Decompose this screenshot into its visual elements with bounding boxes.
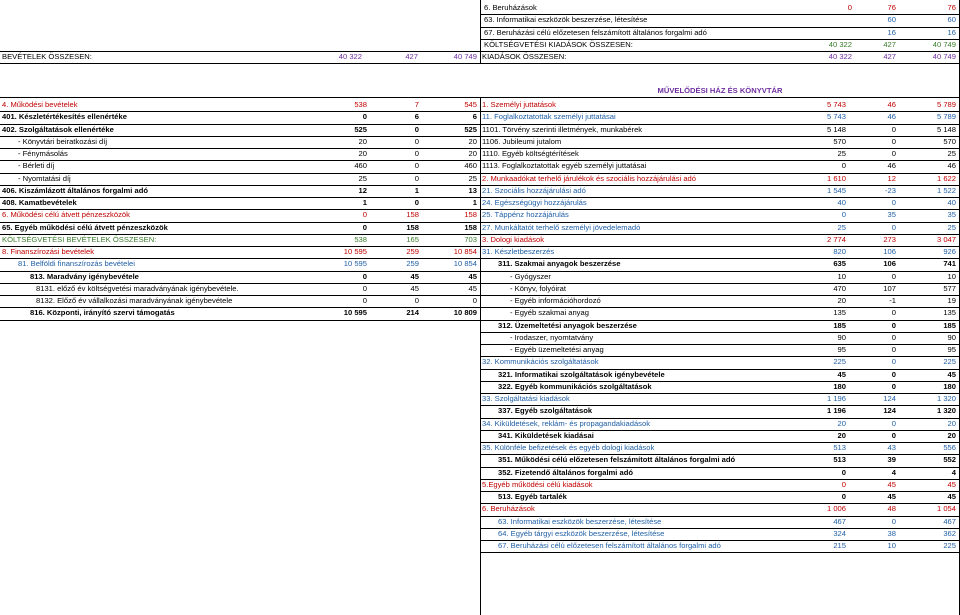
value-original: 20: [837, 418, 846, 428]
value-original: 12: [358, 185, 367, 195]
row-label: 408. Kamatbevételek: [2, 198, 77, 207]
value-modified: 460: [464, 161, 477, 171]
value-modified: 1 054: [936, 504, 956, 514]
value-change: 0: [891, 124, 896, 134]
row-label: 8132. Előző év vállalkozási maradványának igénybevétele: [36, 296, 233, 305]
value-modified: 5 789: [936, 112, 956, 122]
row-label: 513. Egyéb tartalék: [498, 492, 567, 501]
value-modified: 135: [943, 308, 956, 318]
value-original: 95: [837, 345, 846, 354]
row-label: - Egyéb információhordozó: [510, 296, 601, 305]
value-modified: 90: [947, 332, 956, 342]
value-modified: 577: [943, 283, 956, 293]
value-modified: 25: [947, 222, 956, 232]
value-modified: 467: [943, 516, 956, 526]
value-change: 46: [887, 112, 896, 122]
value-original: 324: [833, 528, 846, 538]
value-original: 0: [362, 283, 367, 293]
row-label: 341. Kiküldetések kiadásai: [498, 430, 594, 440]
value-original: 1 610: [826, 173, 846, 183]
row-label: - Nyomtatási díj: [18, 173, 71, 183]
value-modified: 20: [468, 136, 477, 146]
value-original: 1 006: [826, 504, 846, 514]
value-modified: 1 320: [936, 394, 956, 403]
value-change: 45: [410, 283, 419, 293]
value-change: 46: [887, 161, 896, 171]
value-modified: 180: [943, 381, 956, 391]
value-modified: 13: [468, 185, 477, 195]
value-change: 427: [405, 52, 418, 61]
value-original: 820: [833, 247, 846, 256]
value-original: 5 743: [826, 100, 846, 109]
section-title: MŰVELŐDÉSI HÁZ ÉS KÖNYVTÁR: [657, 86, 783, 95]
row-label: 311. Szakmai anyagok beszerzése: [498, 259, 621, 269]
value-change: 158: [406, 222, 419, 232]
value-change: 0: [891, 430, 896, 440]
row-label: 63. Informatikai eszközök beszerzése, létesítése: [498, 516, 662, 526]
value-change: 45: [887, 479, 896, 489]
value-original: 185: [833, 320, 846, 330]
value-modified: 5 789: [936, 100, 956, 109]
value-modified: 926: [943, 247, 956, 256]
value-change: 0: [891, 222, 896, 232]
row-divider: [480, 552, 960, 553]
value-original: 0: [362, 112, 367, 122]
value-modified: 10 854: [453, 259, 477, 269]
value-change: 214: [406, 308, 419, 318]
row-label: 6. Beruházások: [482, 504, 535, 514]
value-modified: 40 749: [932, 52, 956, 61]
value-original: 0: [841, 492, 846, 501]
row-label: 11. Foglalkoztatottak személyi juttatásai: [482, 112, 616, 122]
value-modified: 0: [472, 296, 477, 305]
value-change: 10: [887, 541, 896, 550]
value-change: 1: [414, 185, 419, 195]
row-label: 813. Maradvány igénybevétele: [30, 271, 139, 281]
value-modified: 703: [464, 234, 477, 244]
value-modified: 60: [947, 15, 956, 25]
row-label: 1101. Törvény szerinti illetmények, munkabérek: [482, 124, 643, 134]
value-modified: 45: [947, 369, 956, 379]
value-original: 10: [837, 271, 846, 281]
value-modified: 25: [468, 173, 477, 183]
row-label: 322. Egyéb kommunikációs szolgáltatások: [498, 381, 652, 391]
value-change: 106: [883, 259, 896, 269]
value-change: 16: [887, 27, 896, 37]
row-label: - Egyéb szakmai anyag: [510, 308, 589, 318]
value-modified: 45: [468, 283, 477, 293]
value-change: 0: [891, 320, 896, 330]
value-original: 0: [362, 222, 367, 232]
value-modified: 556: [943, 443, 956, 452]
value-change: 0: [891, 332, 896, 342]
row-label: 4. Működési bevételek: [2, 100, 78, 109]
value-modified: 45: [468, 271, 477, 281]
row-label: KÖLTSÉGVETÉSI BEVÉTELEK ÖSSZESEN:: [2, 234, 157, 244]
value-original: 467: [833, 516, 846, 526]
value-change: 12: [887, 173, 896, 183]
value-original: 90: [837, 332, 846, 342]
row-label: 8131. előző év költségvetési maradványának igénybevétele.: [36, 283, 239, 293]
value-change: 0: [414, 173, 419, 183]
value-change: 39: [887, 455, 896, 465]
row-label: 816. Központi, irányító szervi támogatás: [30, 308, 175, 318]
value-original: 20: [837, 296, 846, 305]
value-change: 4: [891, 467, 896, 477]
value-modified: 10: [947, 271, 956, 281]
row-label: 321. Informatikai szolgáltatások igénybevétele: [498, 369, 665, 379]
row-divider: [480, 63, 960, 64]
row-label: 5.Egyéb működési célú kiadások: [482, 479, 593, 489]
value-modified: 10 809: [453, 308, 477, 318]
row-label: 65. Egyéb működési célú átvett pénzeszközök: [2, 222, 168, 232]
value-original: 25: [837, 222, 846, 232]
row-label: - Könyv, folyóirat: [510, 283, 566, 293]
value-change: 38: [887, 528, 896, 538]
value-original: 0: [841, 210, 846, 220]
value-modified: 45: [947, 492, 956, 501]
value-original: 0: [841, 161, 846, 171]
value-original: 10 595: [343, 247, 367, 256]
value-original: 20: [837, 430, 846, 440]
value-modified: 20: [468, 149, 477, 158]
row-label: - Bérleti díj: [18, 161, 55, 171]
value-change: 165: [406, 234, 419, 244]
value-original: 538: [354, 100, 367, 109]
row-label: 352. Fizetendő általános forgalmi adó: [498, 467, 634, 477]
value-change: 35: [887, 210, 896, 220]
value-change: 0: [891, 381, 896, 391]
value-modified: 35: [947, 210, 956, 220]
value-change: 0: [891, 516, 896, 526]
row-divider: [0, 51, 480, 52]
value-original: 20: [358, 136, 367, 146]
value-modified: 225: [943, 541, 956, 550]
value-modified: 552: [943, 455, 956, 465]
value-change: 106: [883, 247, 896, 256]
value-original: 45: [837, 369, 846, 379]
row-label: 63. Informatikai eszközök beszerzése, létesítése: [484, 15, 648, 25]
row-label: - Fénymásolás: [18, 149, 68, 158]
value-original: 40 322: [828, 39, 852, 49]
value-modified: 76: [947, 3, 956, 12]
value-original: 180: [833, 381, 846, 391]
value-modified: 20: [947, 418, 956, 428]
value-original: 1 545: [826, 185, 846, 195]
value-original: 513: [833, 443, 846, 452]
value-change: 427: [883, 39, 896, 49]
row-label: 67. Beruházási célú előzetesen felszámított általános forgalmi adó: [484, 27, 707, 37]
value-modified: 40 749: [932, 39, 956, 49]
value-modified: 525: [464, 124, 477, 134]
value-change: 427: [883, 52, 896, 61]
value-change: 124: [883, 406, 896, 416]
value-original: 2 774: [826, 234, 846, 244]
row-label: - Egyéb üzemeltetési anyag: [510, 345, 604, 354]
value-modified: 1 622: [936, 173, 956, 183]
row-label: 312. Üzemeltetési anyagok beszerzése: [498, 320, 637, 330]
value-modified: 158: [464, 210, 477, 220]
value-change: 45: [887, 492, 896, 501]
row-label: 401. Készletértékesítés ellenértéke: [2, 112, 127, 122]
row-label: 67. Beruházási célú előzetesen felszámított általános forgalmi adó: [498, 541, 721, 550]
value-modified: 46: [947, 161, 956, 171]
value-original: 25: [358, 173, 367, 183]
value-original: 215: [833, 541, 846, 550]
value-modified: 20: [947, 430, 956, 440]
row-label: BEVÉTELEK ÖSSZESEN:: [2, 52, 92, 61]
value-change: 0: [891, 345, 896, 354]
value-change: 124: [883, 394, 896, 403]
value-change: 0: [891, 308, 896, 318]
value-original: 10 595: [343, 259, 367, 269]
row-label: 1113. Foglalkoztatottak egyéb személyi juttatásai: [482, 161, 647, 171]
row-label: 1106. Jubileumi jutalom: [482, 136, 562, 146]
row-label: 24. Egészségügyi hozzájárulás: [482, 198, 587, 207]
value-change: 0: [414, 136, 419, 146]
value-modified: 40 749: [453, 52, 477, 61]
row-label: 35. Különféle befizetések és egyéb dologi kiadások: [482, 443, 655, 452]
value-original: 135: [833, 308, 846, 318]
value-original: 0: [362, 210, 367, 220]
value-change: 0: [891, 357, 896, 367]
value-original: 0: [362, 271, 367, 281]
value-modified: 19: [947, 296, 956, 305]
row-label: 32. Kommunikációs szolgáltatások: [482, 357, 599, 367]
row-label: 402. Szolgáltatások ellenértéke: [2, 124, 114, 134]
value-change: 0: [414, 296, 419, 305]
value-original: 20: [358, 149, 367, 158]
row-label: 2. Munkaadókat terhelő járulékok és szociális hozzájárulási adó: [482, 173, 697, 183]
value-original: 40 322: [828, 52, 852, 61]
value-change: 0: [414, 161, 419, 171]
value-change: 43: [887, 443, 896, 452]
value-modified: 545: [464, 100, 477, 109]
value-original: 40: [837, 198, 846, 207]
value-original: 0: [847, 3, 852, 12]
value-change: 0: [891, 136, 896, 146]
value-change: 48: [887, 504, 896, 514]
value-change: 60: [887, 15, 896, 25]
value-original: 635: [833, 259, 846, 269]
value-change: 0: [414, 198, 419, 207]
value-change: 0: [891, 149, 896, 158]
value-modified: 95: [947, 345, 956, 354]
column-divider: [480, 97, 481, 615]
value-original: 1 196: [826, 394, 846, 403]
row-label: 81. Belföldi finanszírozás bevételei: [18, 259, 135, 269]
value-modified: 6: [472, 112, 477, 122]
row-label: 8. Finanszírozási bevételek: [2, 247, 95, 256]
value-modified: 16: [947, 27, 956, 37]
value-change: 158: [406, 210, 419, 220]
value-original: 525: [354, 124, 367, 134]
value-original: 40 322: [338, 52, 362, 61]
value-original: 513: [833, 455, 846, 465]
value-original: 538: [354, 234, 367, 244]
value-modified: 570: [943, 136, 956, 146]
value-modified: 1 522: [936, 185, 956, 195]
value-modified: 25: [947, 149, 956, 158]
row-label: 25. Táppénz hozzájárulás: [482, 210, 569, 220]
value-change: 46: [887, 100, 896, 109]
row-label: 1110. Egyéb költségtérítések: [482, 149, 579, 158]
row-label: - Könyvtári beiratkozási díj: [18, 136, 108, 146]
value-change: 259: [406, 247, 419, 256]
value-modified: 741: [943, 259, 956, 269]
value-original: 460: [354, 161, 367, 171]
row-label: 64. Egyéb tárgyi eszközök beszerzése, létesítése: [498, 528, 665, 538]
value-change: 7: [414, 100, 419, 109]
row-label: 33. Szolgáltatási kiadások: [482, 394, 570, 403]
value-modified: 185: [943, 320, 956, 330]
value-modified: 158: [464, 222, 477, 232]
value-modified: 4: [951, 467, 956, 477]
row-label: 31. Készletbeszerzés: [482, 247, 555, 256]
value-modified: 40: [947, 198, 956, 207]
value-change: 259: [406, 259, 419, 269]
row-label: 34. Kiküldetések, reklám- és propagandakiadások: [482, 418, 651, 428]
value-change: 273: [883, 234, 896, 244]
value-modified: 225: [943, 357, 956, 367]
value-modified: 3 047: [936, 234, 956, 244]
row-label: - Irodaszer, nyomtatvány: [510, 332, 594, 342]
value-modified: 1 320: [936, 406, 956, 416]
row-label: 27. Munkáltatót terhelő személyi jövedelemadó: [482, 222, 641, 232]
value-original: 570: [833, 136, 846, 146]
row-label: 1. Személyi juttatások: [482, 100, 556, 109]
row-label: KÖLTSÉGVETÉSI KIADÁSOK ÖSSZESEN:: [484, 39, 633, 49]
row-label: 351. Működési célú előzetesen felszámított általános forgalmi adó: [498, 455, 736, 465]
value-original: 1 196: [826, 406, 846, 416]
row-label: 337. Egyéb szolgáltatások: [498, 406, 593, 416]
value-change: 0: [414, 149, 419, 158]
value-original: 0: [841, 467, 846, 477]
value-modified: 45: [947, 479, 956, 489]
value-change: 0: [891, 198, 896, 207]
value-modified: 362: [943, 528, 956, 538]
value-original: 25: [837, 149, 846, 158]
value-modified: 5 148: [936, 124, 956, 134]
value-change: 0: [891, 369, 896, 379]
value-original: 1: [362, 198, 367, 207]
value-change: -1: [889, 296, 896, 305]
row-label: 406. Kiszámlázott általános forgalmi adó: [2, 185, 149, 195]
value-change: -23: [885, 185, 896, 195]
value-original: 10 595: [343, 308, 367, 318]
value-change: 0: [891, 418, 896, 428]
value-change: 107: [883, 283, 896, 293]
row-label: 21. Szociális hozzájárulási adó: [482, 185, 586, 195]
value-change: 76: [887, 3, 896, 12]
row-label: KIADÁSOK ÖSSZESEN:: [482, 52, 567, 61]
value-original: 225: [833, 357, 846, 367]
column-divider: [480, 0, 481, 64]
value-change: 0: [414, 124, 419, 134]
value-modified: 10 854: [453, 247, 477, 256]
value-modified: 1: [472, 198, 477, 207]
value-original: 5 148: [826, 124, 846, 134]
value-original: 5 743: [826, 112, 846, 122]
value-change: 0: [891, 271, 896, 281]
value-original: 0: [841, 479, 846, 489]
value-change: 6: [414, 112, 419, 122]
value-change: 45: [410, 271, 419, 281]
row-label: 3. Dologi kiadások: [482, 234, 545, 244]
row-label: - Gyógyszer: [510, 271, 551, 281]
value-original: 0: [362, 296, 367, 305]
row-label: 6. Beruházások: [484, 3, 537, 12]
value-original: 470: [833, 283, 846, 293]
row-label: 6. Működési célú átvett pénzeszközök: [2, 210, 130, 220]
row-divider: [0, 63, 480, 64]
